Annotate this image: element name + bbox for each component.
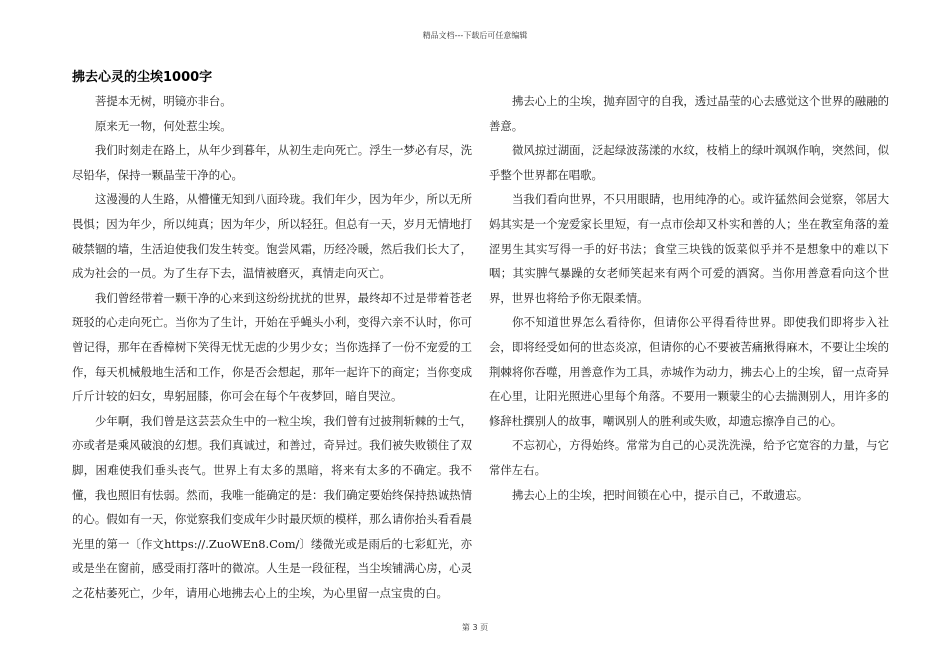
paragraph: 少年啊，我们曾是这芸芸众生中的一粒尘埃，我们曾有过披荆斩棘的士气，亦或者是乘风破浪的幻想。我们真诚过，和善过，奇异过。我们被失败锁住了双脚，困难使我们垂头丧气。世界上有太多的黑暗，将来有太多的不确定。我不懂，我也照旧有怯弱。然而，我唯一能确定的是：我们确定要始终保持热诚热情的心。假如有一天，你觉察我们变成年少时最厌烦的模样，那么请你抬头看看晨光里的第一〔作文https://.ZuoWEn8.Com/〕缕微光或是雨后的七彩虹光，亦或是坐在窗前，感受雨打落叶的微凉。人生是一段征程，当尘埃铺满心房，心灵之花枯萎死亡，少年，请用心地拂去心上的尘埃，为心里留一点宝贵的白。 [72, 413, 472, 600]
paragraph: 拂去心上的尘埃，抛弃固守的自我，透过晶莹的心去感觉这个世界的融融的善意。 [489, 94, 889, 133]
document-title: 拂去心灵的尘埃1000字 [72, 70, 213, 85]
page-header: 精品文档---下载后可任意编辑 [422, 31, 528, 40]
paragraph: 拂去心上的尘埃，把时间锁在心中，提示自己，不敢遗忘。 [512, 487, 809, 502]
paragraph: 菩提本无树，明镜亦非台。 [95, 94, 232, 108]
page-number: 第 3 页 [461, 623, 489, 632]
paragraph: 你不知道世界怎么看待你，但请你公平得看待世界。即使我们即将步入社会，即将经受如何的世态炎凉，但请你的心不要被苦痛揪得麻木，不要让尘埃的荆棘将你吞噬，用善意作为工具，赤城作为动力，拂去心上的尘埃，留一点奇异在心里，让阳光照进心里每个角落。不要用一颗蒙尘的心去揣测别人，用许多的修辞杜撰别人的故事，嘲讽别人的胜利或失败，却遗忘擦净自己的心。 [489, 315, 889, 428]
paragraph: 这漫漫的人生路，从懵懂无知到八面玲珑。我们年少，因为年少，所以无所畏惧；因为年少，所以纯真；因为年少，所以轻狂。但总有一天，岁月无情地打破禁锢的墙，生活迫使我们发生转变。饱尝风霜，历经冷暖，然后我们长大了，成为社会的一员。为了生存下去，温情被磨灭，真情走向灭亡。 [72, 192, 472, 281]
paragraph: 不忘初心，方得始终。常常为自己的心灵洗洗澡，给予它宽容的力量，与它常伴左右。 [489, 438, 889, 477]
paragraph: 微风掠过湖面，泛起绿波荡漾的水纹，枝梢上的绿叶飒飒作响，突然间，似乎整个世界都在唱歌。 [489, 143, 889, 182]
paragraph: 我们时刻走在路上，从年少到暮年，从初生走向死亡。浮生一梦必有尽，洗尽铅华，保持一颗晶莹干净的心。 [72, 143, 472, 182]
paragraph: 原来无一物，何处惹尘埃。 [95, 118, 232, 133]
right-column [489, 89, 889, 507]
paragraph: 当我们看向世界，不只用眼睛，也用纯净的心。或许猛然间会觉察，邻居大妈其实是一个宠爱家长里短，有一点市侩却又朴实和善的人；坐在教室角落的羞涩男生其实写得一手的好书法；食堂三块钱的饭菜似乎并不是想象中的难以下咽；其实脾气暴躁的女老师笑起来有两个可爱的酒窝。当你用善意看向这个世界，世界也将给予你无限柔情。 [489, 192, 889, 305]
left-column [72, 89, 472, 605]
paragraph: 我们曾经带着一颗干净的心来到这纷纷扰扰的世界，最终却不过是带着苍老斑驳的心走向死亡。当你为了生计，开始在乎蝇头小利，变得六亲不认时，你可曾记得，那年在香樟树下笑得无忧无虑的少男少女；当你选择了一份不宠爱的工作，每天机械般地生活和工作，你是否会想起，那年一起许下的商定；当你变成斤斤计较的妇女，卑躬屈膝，你可会在每个午夜梦回，暗自哭泣。 [72, 290, 472, 404]
